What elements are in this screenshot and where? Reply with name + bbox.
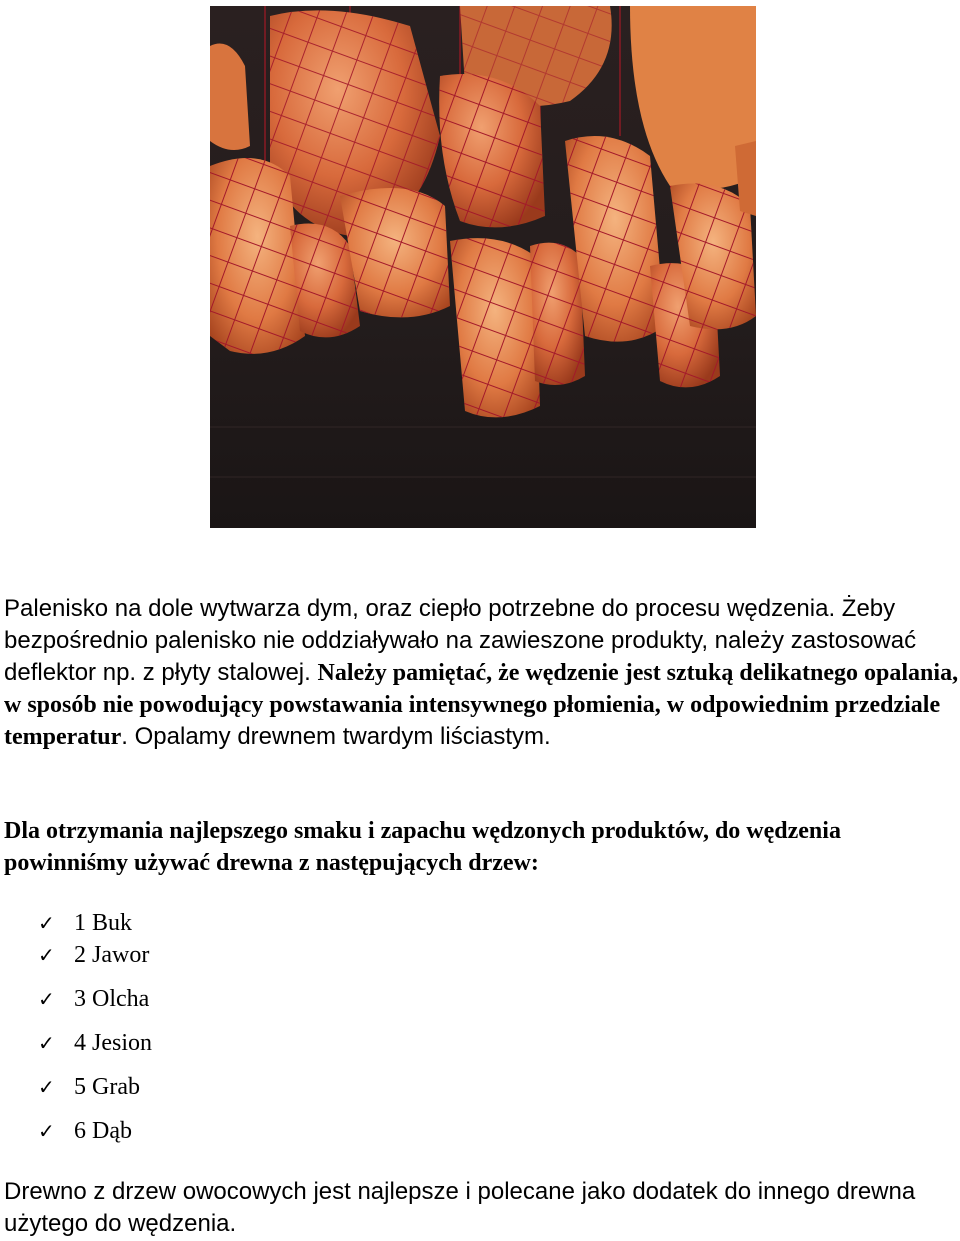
paragraph-fruit-wood: Drewno z drzew owocowych jest najlepsze i polecane jako dodatek do innego drewna użytego do wędzenia. (4, 1178, 916, 1237)
paragraph-1-bold-text: Należy pamiętać, że wędzenie jest sztuką delikatnego opalania, w sposób nie powodujący powstawania intensywnego płomienia, w odpowiednim przedziale temperatur (4, 660, 959, 750)
list-item-label: 2 Jawor (74, 942, 150, 968)
checkmark-icon: ✓ (38, 911, 55, 935)
list-item (38, 908, 132, 938)
checkmark-icon: ✓ (38, 943, 55, 967)
list-item-label: 1 Buk (74, 910, 133, 936)
checkmark-icon: ✓ (38, 987, 55, 1011)
checkmark-icon: ✓ (38, 1031, 55, 1055)
checkmark-icon: ✓ (38, 1119, 55, 1143)
list-item (38, 940, 149, 970)
list-item (38, 1116, 132, 1146)
paragraph-wood-intro: Dla otrzymania najlepszego smaku i zapachu wędzonych produktów, do wędzenia powinniśmy używać drewna z następujących drzew: (4, 818, 841, 876)
smoked-meat-photo (210, 6, 756, 528)
list-item-label: 4 Jesion (74, 1030, 152, 1056)
list-item (38, 984, 149, 1014)
paragraph-1-text-end: . Opalamy drewnem twardym liściastym. (121, 723, 551, 750)
list-item (38, 1072, 140, 1102)
checkmark-icon: ✓ (38, 1075, 55, 1099)
list-item-label: 5 Grab (74, 1074, 140, 1100)
list-item (38, 1028, 152, 1058)
list-item-label: 6 Dąb (74, 1118, 132, 1144)
paragraph-1-text-start: Palenisko na dole wytwarza dym, oraz ciepło potrzebne do procesu wędzenia. Żeby bezpośrednio palenisko nie oddziaływało na zawieszone produkty, należy zastosować deflektor np. z płyty stalowej. (4, 595, 917, 686)
paragraph-smoke-chamber (4, 593, 960, 753)
list-item-label: 3 Olcha (74, 986, 150, 1012)
